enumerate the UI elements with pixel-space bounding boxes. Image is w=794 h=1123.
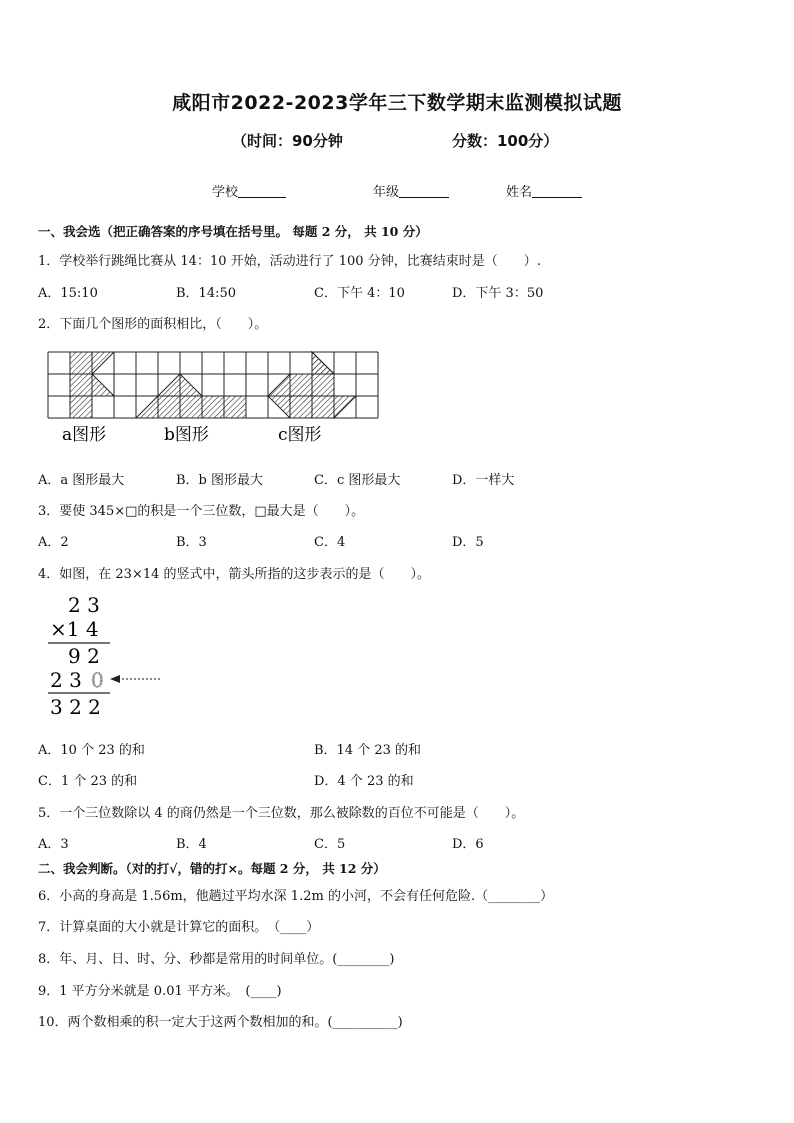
calc-line-4: 2 3 — [50, 668, 82, 692]
calc-line-2: ×1 4 — [50, 617, 99, 641]
q4-option-d[interactable]: D．4 个 23 的和 — [314, 774, 414, 789]
q1-option-b[interactable]: B．14:50 — [176, 286, 237, 301]
q2-option-b[interactable]: B．b 图形最大 — [176, 473, 264, 488]
question-4: 4．如图，在 23×14 的竖式中，箭头所指的这步表示的是（ ）。 — [38, 567, 431, 582]
grade-field[interactable] — [373, 181, 449, 200]
section-2-title: 二、我会判断。（对的打√，错的打×。每题 2 分， 共 12 分） — [38, 861, 386, 876]
q5-option-c[interactable]: C．5 — [314, 837, 346, 852]
question-9[interactable]: 9．1 平方分米就是 0.01 平方米。 (____) — [38, 984, 282, 999]
question-1: 1．学校举行跳绳比赛从 14：10 开始，活动进行了 100 分钟，比赛结束时是（ ）. — [38, 254, 541, 269]
calc-line-3: 9 2 — [68, 644, 100, 668]
q3-option-c[interactable]: C．4 — [314, 535, 346, 550]
q2-option-a[interactable]: A．a 图形最大 — [38, 473, 125, 488]
q2-option-d[interactable]: D．一样大 — [452, 473, 515, 488]
figure-label-c: c图形 — [278, 425, 322, 445]
exam-score: 分数：100分） — [452, 132, 559, 150]
q3-option-b[interactable]: B．3 — [176, 535, 207, 550]
q5-option-a[interactable]: A．3 — [38, 837, 69, 852]
name-field[interactable] — [506, 181, 582, 200]
q3-option-a[interactable]: A．2 — [38, 535, 69, 550]
question-6[interactable]: 6．小高的身高是 1.56m，他趟过平均水深 1.2m 的小河，不会有任何危险.（________） — [38, 889, 554, 904]
figure-label-a: a图形 — [62, 425, 107, 445]
question-3: 3．要使 345×□的积是一个三位数，□最大是（ ）。 — [38, 504, 365, 519]
page-title: 咸阳市2022-2023学年三下数学期末监测模拟试题 — [172, 92, 622, 114]
q3-option-d[interactable]: D．5 — [452, 535, 484, 550]
section-1-title: 一、我会选（把正确答案的序号填在括号里。 每题 2 分， 共 10 分） — [38, 224, 428, 239]
calc-line-1: 2 3 — [68, 593, 100, 617]
q4-option-a[interactable]: A．10 个 23 的和 — [38, 743, 145, 758]
question-8[interactable]: 8．年、月、日、时、分、秒都是常用的时间单位。(________) — [38, 952, 395, 967]
question-5: 5．一个三位数除以 4 的商仍然是一个三位数，那么被除数的百位不可能是（ ）。 — [38, 806, 525, 821]
q4-option-c[interactable]: C．1 个 23 的和 — [38, 774, 138, 789]
q1-option-d[interactable]: D．下午 3：50 — [452, 286, 544, 301]
question-2: 2．下面几个图形的面积相比，（ ）。 — [38, 317, 268, 332]
calc-placeholder-zero: 0 — [91, 668, 104, 692]
q4-option-b[interactable]: B．14 个 23 的和 — [314, 743, 422, 758]
school-label: 学校 — [212, 185, 239, 200]
vertical-multiplication — [44, 592, 174, 720]
q2-option-c[interactable]: C．c 图形最大 — [314, 473, 401, 488]
q5-option-d[interactable]: D．6 — [452, 837, 484, 852]
area-grid-figure — [46, 348, 386, 448]
question-7[interactable]: 7．计算桌面的大小就是计算它的面积。 （____） — [38, 920, 320, 935]
name-label: 姓名 — [506, 185, 533, 200]
exam-time: （时间：90分钟 — [232, 132, 343, 150]
q1-option-a[interactable]: A．15:10 — [38, 286, 98, 301]
question-10[interactable]: 10．两个数相乘的积一定大于这两个数相加的和。(__________) — [38, 1015, 403, 1030]
calc-line-5: 3 2 2 — [50, 695, 101, 719]
arrow-head-icon — [110, 675, 120, 683]
figure-label-b: b图形 — [164, 425, 209, 445]
grade-label: 年级 — [373, 185, 400, 200]
q1-option-c[interactable]: C．下午 4：10 — [314, 286, 405, 301]
q5-option-b[interactable]: B．4 — [176, 837, 207, 852]
school-field[interactable] — [212, 181, 286, 200]
